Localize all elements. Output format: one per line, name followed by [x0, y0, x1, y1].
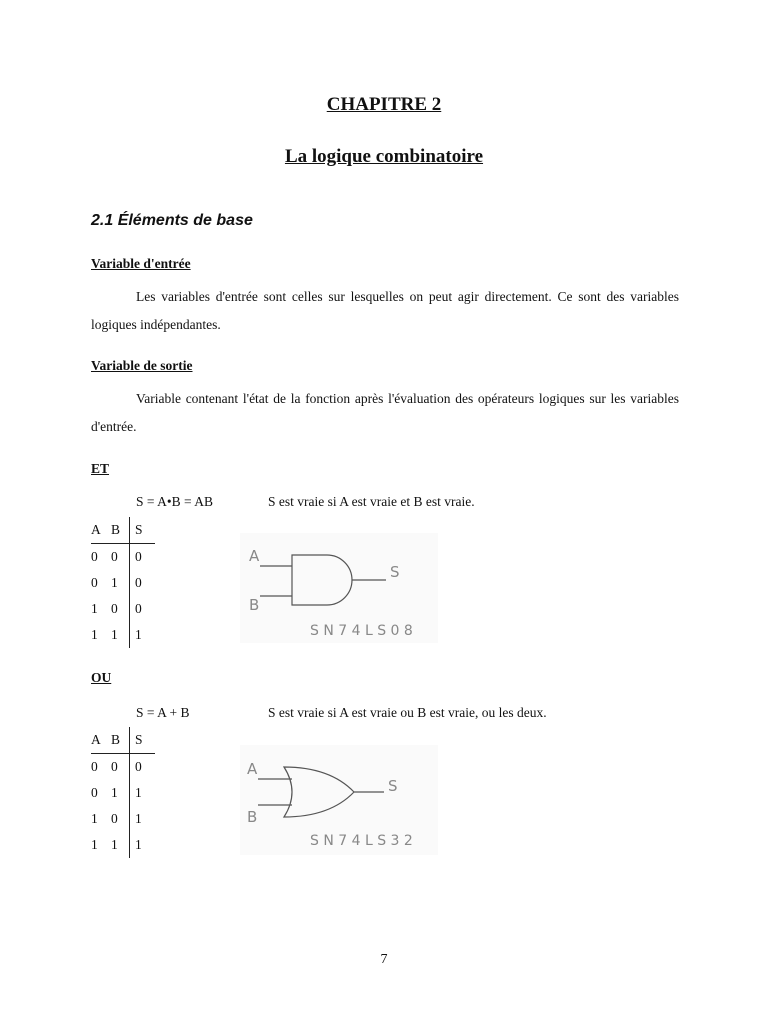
- table-cell: 0: [111, 544, 130, 571]
- or-label: OU: [91, 670, 112, 685]
- and-description: S est vraie si A est vraie et B est vraie.: [268, 494, 475, 509]
- input-variable-label: Variable d'entrée: [91, 256, 191, 271]
- table-cell: 1: [91, 627, 98, 642]
- table-cell: 0: [135, 575, 142, 590]
- table-cell: 0: [111, 596, 130, 622]
- or-formula: S = A + B: [136, 705, 190, 720]
- chapter-subtitle: La logique combinatoire: [284, 146, 484, 167]
- table-cell: 1: [111, 570, 130, 596]
- table-cell: 0: [111, 754, 130, 781]
- chapter-title: CHAPITRE 2: [326, 94, 442, 115]
- or-gate-output-label: S: [388, 777, 398, 795]
- table-cell: 0: [91, 785, 98, 800]
- or-truth-table: [91, 727, 155, 858]
- or-gate-input-a-label: A: [247, 760, 258, 778]
- table-cell: 1: [91, 811, 98, 826]
- or-gate-symbol: [240, 745, 438, 855]
- and-gate-diagram: [240, 533, 438, 643]
- table-header-row: [91, 517, 155, 544]
- input-variable-text: Les variables d'entrée sont celles sur lesquelles on peut agir directement. Ce sont des variables logiques indépendantes.: [91, 289, 679, 332]
- table-cell: 1: [135, 785, 142, 800]
- or-description: S est vraie si A est vraie ou B est vraie, ou les deux.: [268, 705, 547, 720]
- table-cell: 1: [91, 601, 98, 616]
- section-heading: 2.1 Éléments de base: [91, 212, 253, 229]
- table-header-a: A: [91, 517, 111, 544]
- table-cell: 1: [111, 622, 130, 648]
- table-row: [91, 832, 155, 858]
- table-row: [91, 780, 155, 806]
- and-gate-output-label: S: [390, 563, 400, 581]
- table-header-b: B: [111, 517, 130, 544]
- table-cell: 1: [111, 780, 130, 806]
- table-header-s: S: [130, 517, 156, 544]
- table-header-a: A: [91, 727, 111, 754]
- table-row: [91, 570, 155, 596]
- table-cell: 1: [111, 832, 130, 858]
- table-cell: 0: [91, 575, 98, 590]
- page-number: 7: [380, 952, 388, 967]
- table-cell: 0: [91, 759, 98, 774]
- output-variable-text: Variable contenant l'état de la fonction après l'évaluation des opérateurs logiques sur les variables d'entrée.: [91, 391, 679, 434]
- and-formula: S = A•B = AB: [136, 494, 213, 509]
- table-cell: 0: [111, 806, 130, 832]
- or-gate-body: [284, 767, 354, 817]
- and-gate-symbol: [240, 533, 438, 643]
- or-gate-diagram: [240, 745, 438, 855]
- table-cell: 0: [135, 759, 142, 774]
- table-cell: 0: [135, 601, 142, 616]
- and-gate-chip-label: S N 7 4 L S 0 8: [310, 623, 413, 639]
- table-cell: 1: [135, 837, 142, 852]
- table-row: [91, 806, 155, 832]
- table-header-b: B: [111, 727, 130, 754]
- and-label: ET: [91, 461, 110, 476]
- table-cell: 1: [135, 627, 142, 642]
- table-cell: 1: [91, 837, 98, 852]
- and-gate-input-a-label: A: [249, 547, 260, 565]
- table-cell: 1: [135, 811, 142, 826]
- table-header-s: S: [130, 727, 156, 754]
- table-row: [91, 544, 155, 571]
- and-truth-table: [91, 517, 155, 648]
- output-variable-label: Variable de sortie: [91, 358, 193, 373]
- table-cell: 0: [91, 549, 98, 564]
- and-gate-input-b-label: B: [249, 596, 260, 614]
- or-gate-input-b-label: B: [247, 808, 258, 826]
- table-row: [91, 754, 155, 781]
- table-row: [91, 596, 155, 622]
- and-gate-body: [292, 555, 352, 605]
- table-cell: 0: [135, 549, 142, 564]
- table-row: [91, 622, 155, 648]
- or-gate-chip-label: S N 7 4 L S 3 2: [310, 833, 413, 849]
- table-header-row: [91, 727, 155, 754]
